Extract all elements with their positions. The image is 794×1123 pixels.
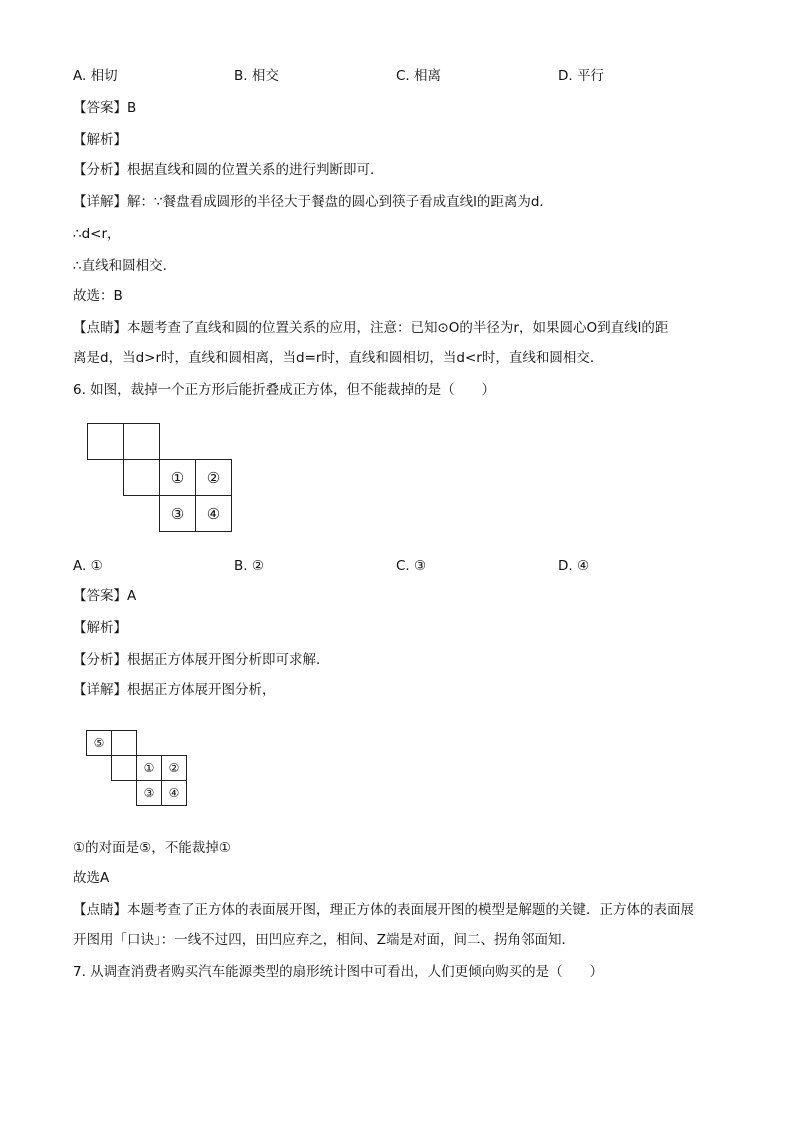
q6-comment-line-2: 开图用「口诀」：一线不过四，田凹应弃之，相间、Z端是对面，间二、拐角邻面知． [73, 932, 575, 948]
q6-answer: 【答案】A [73, 588, 137, 604]
q5-option-a: A. 相切 [73, 68, 118, 84]
q7-question: 7. 从调查消费者购买汽车能源类型的扇形统计图中可看出，人们更倾向购买的是（ ） [73, 964, 604, 980]
net-square-blank [123, 459, 160, 496]
q6-option-a: A. ① [73, 558, 103, 574]
q5-answer: 【答案】B [73, 100, 137, 116]
q5-comment-line-2: 离是d，当d>r时，直线和圆相离，当d=r时，直线和圆相切，当d<r时，直线和圆相交． [73, 350, 604, 366]
q5-detail: 【详解】解：∵餐盘看成圆形的半径大于餐盘的圆心到筷子看成直线l的距离为d． [73, 194, 553, 210]
net-square-3: ③ [159, 495, 196, 532]
solution-square-3: ③ [136, 780, 162, 806]
q6-option-d: D. ④ [558, 558, 590, 574]
q5-step-1: ∴d<r， [73, 226, 121, 242]
net-square-blank [87, 423, 124, 460]
q5-option-d: D. 平行 [558, 68, 604, 84]
q5-analysis: 【分析】根据直线和圆的位置关系的进行判断即可． [73, 162, 384, 178]
q5-jiexi-heading: 【解析】 [73, 132, 127, 148]
q5-choice: 故选：B [73, 288, 123, 304]
net-square-blank [123, 423, 160, 460]
solution-square-blank [111, 755, 137, 781]
q6-option-b: B. ② [234, 558, 264, 574]
q6-choice: 故选A [73, 870, 110, 886]
solution-square-4: ④ [161, 780, 187, 806]
solution-square-2: ② [161, 755, 187, 781]
q5-option-c: C. 相离 [396, 68, 442, 84]
q5-step-2: ∴直线和圆相交． [73, 258, 177, 274]
q6-option-c: C. ③ [396, 558, 427, 574]
net-square-4: ④ [195, 495, 232, 532]
solution-square-1: ① [136, 755, 162, 781]
q6-conclusion: ①的对面是⑤，不能裁掉① [73, 840, 231, 856]
q6-jiexi-heading: 【解析】 [73, 620, 127, 636]
q6-question: 6. 如图，裁掉一个正方形后能折叠成正方体，但不能裁掉的是（ ） [73, 382, 496, 398]
solution-square-5: ⑤ [86, 730, 112, 756]
solution-square-blank [111, 730, 137, 756]
q6-analysis: 【分析】根据正方体展开图分析即可求解． [73, 652, 330, 668]
net-square-1: ① [159, 459, 196, 496]
net-square-2: ② [195, 459, 232, 496]
q5-option-b: B. 相交 [234, 68, 279, 84]
q6-comment-line-1: 【点睛】本题考查了正方体的表面展开图，理正方体的表面展开图的模型是解题的关键．正方体的表面展 [73, 902, 694, 918]
q6-detail: 【详解】根据正方体展开图分析， [73, 682, 276, 698]
q5-comment-line-1: 【点睛】本题考查了直线和圆的位置关系的应用，注意：已知⊙O的半径为r，如果圆心O到直线l的距 [73, 320, 669, 336]
